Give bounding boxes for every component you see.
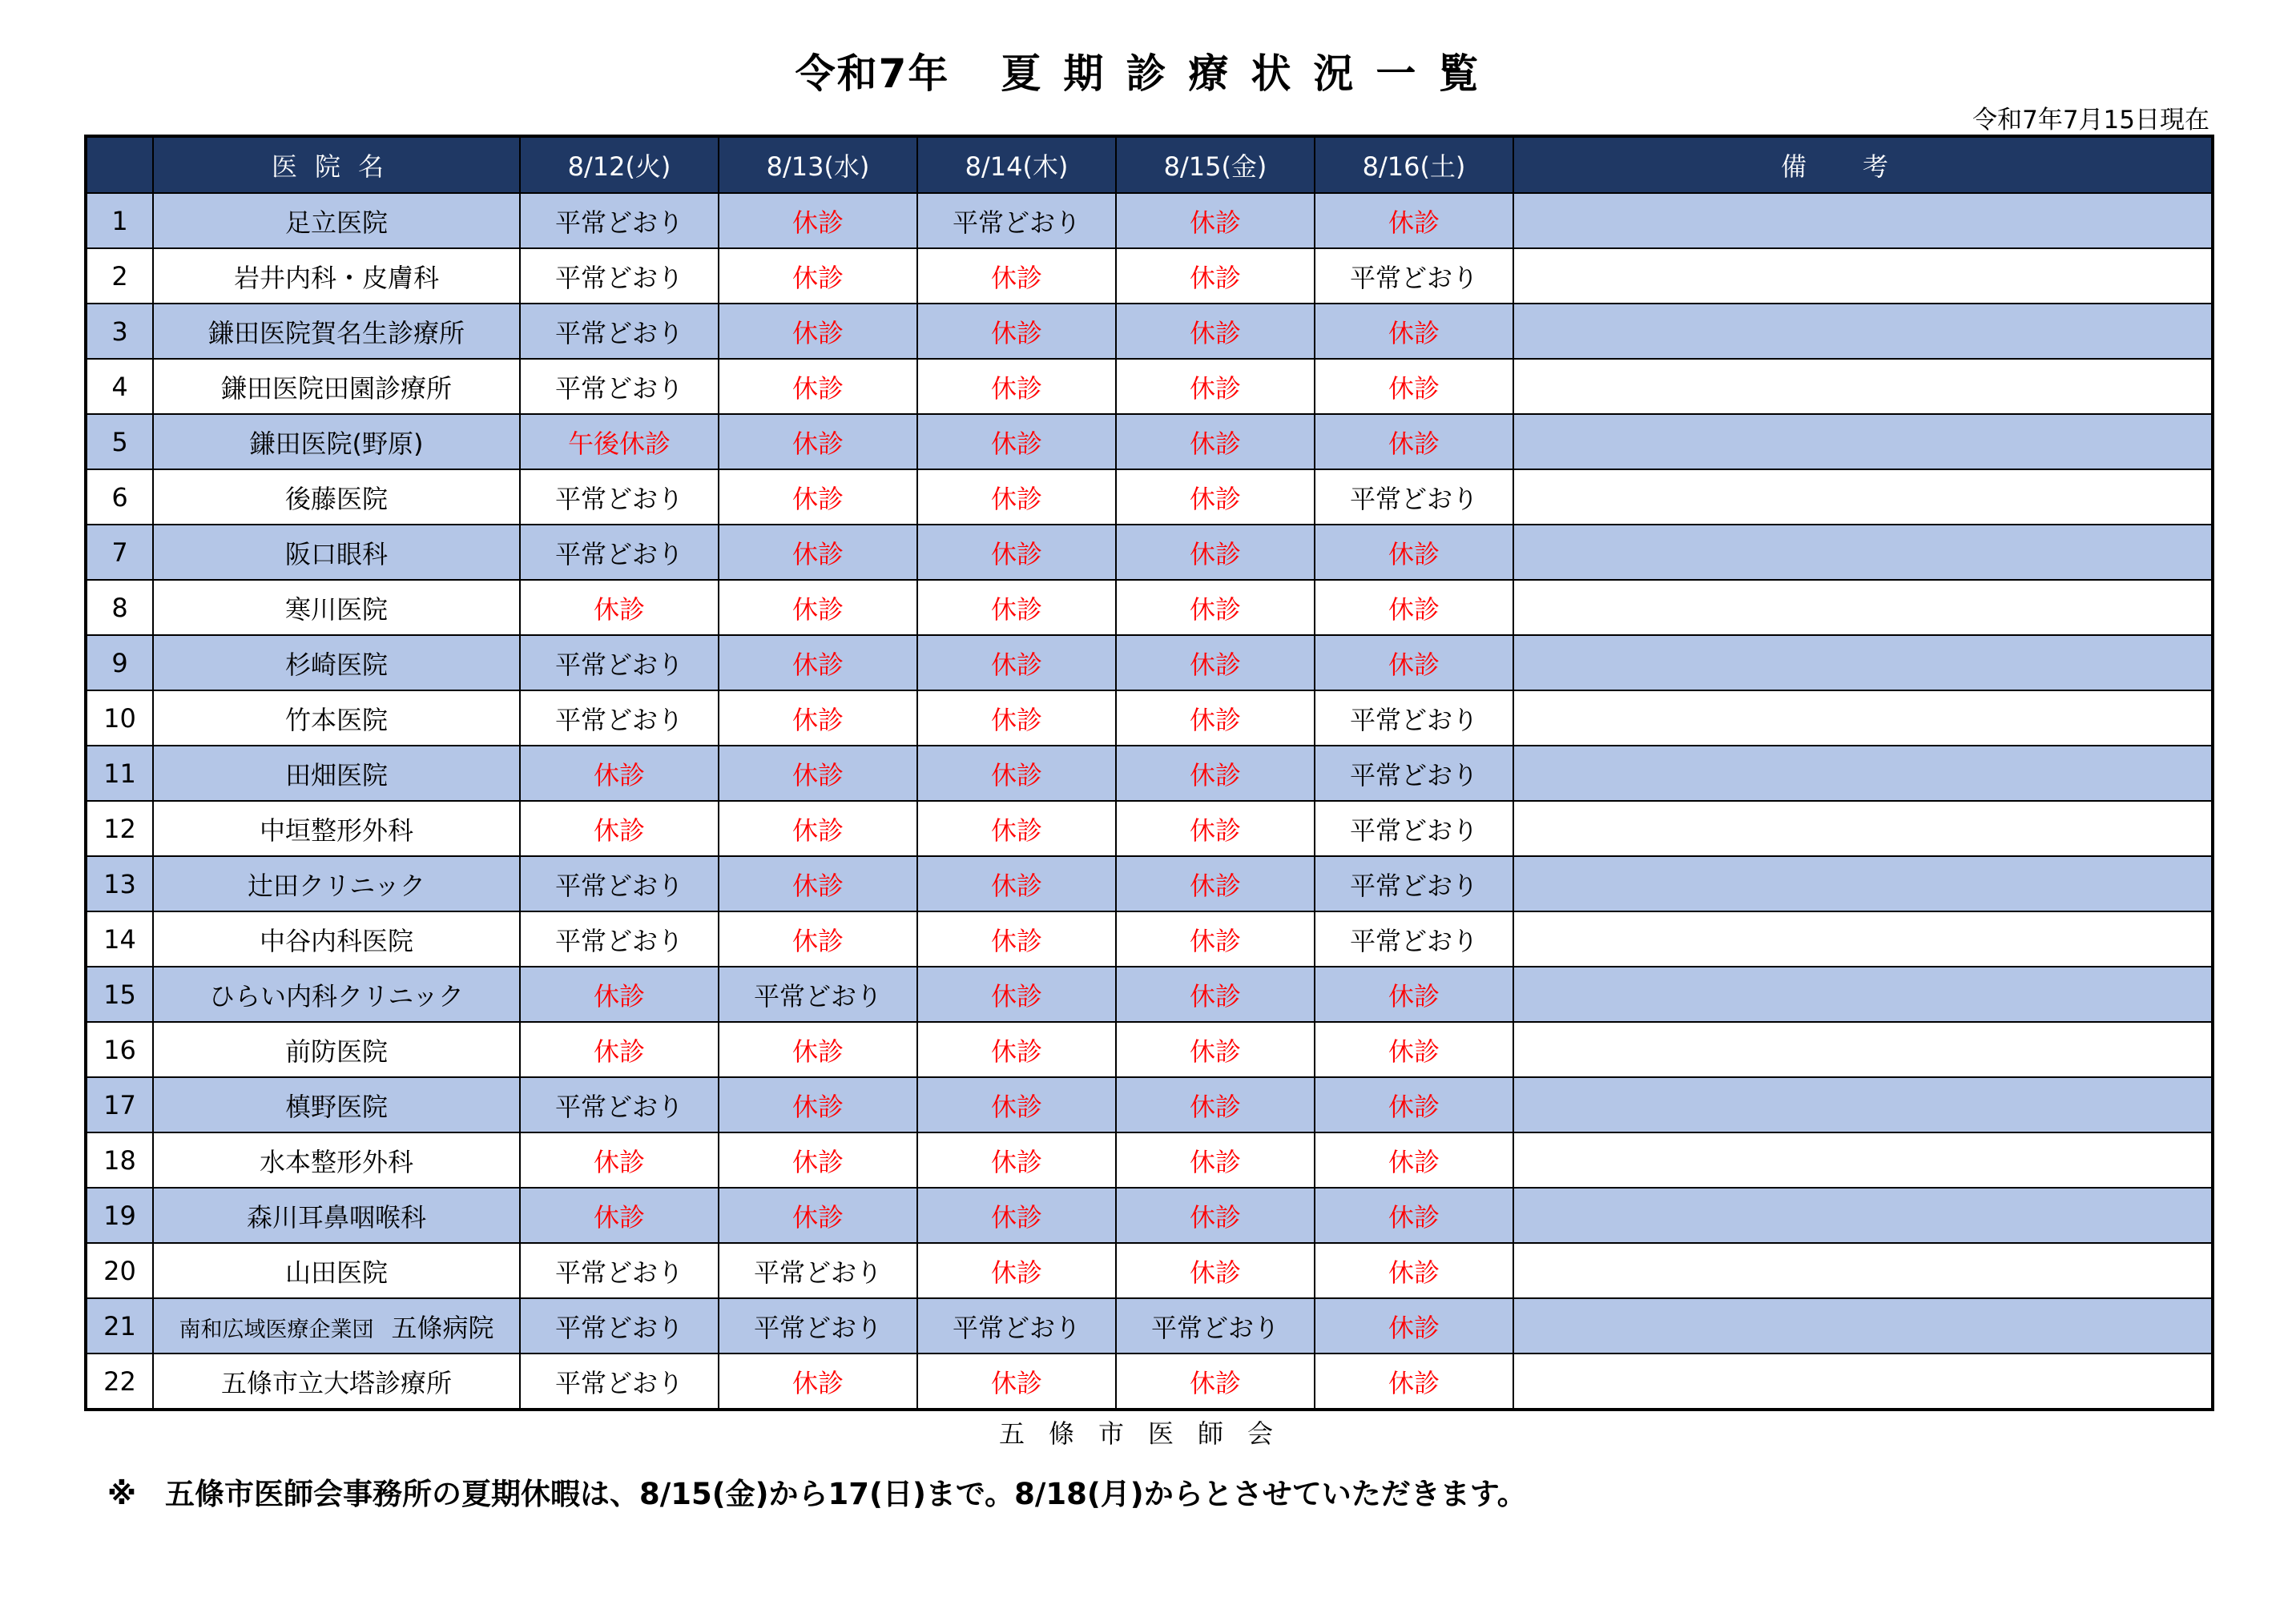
- row-number: 21: [86, 1298, 153, 1354]
- status-cell: 平常どおり: [917, 193, 1116, 248]
- status-cell: 休診: [917, 1077, 1116, 1132]
- status-cell: 休診: [719, 1188, 917, 1243]
- clinic-name: 鎌田医院(野原): [153, 414, 520, 469]
- status-cell: 休診: [520, 746, 719, 801]
- row-number: 20: [86, 1243, 153, 1298]
- status-cell: 午後休診: [520, 414, 719, 469]
- table-row: [86, 580, 2213, 635]
- remarks-cell: [1513, 304, 2213, 359]
- status-cell: 平常どおり: [1315, 690, 1513, 746]
- status-cell: 平常どおり: [917, 1298, 1116, 1354]
- status-cell: 休診: [520, 1132, 719, 1188]
- status-cell: 平常どおり: [719, 1243, 917, 1298]
- status-cell: 休診: [917, 856, 1116, 911]
- clinic-name: 前防医院: [153, 1022, 520, 1077]
- status-cell: 休診: [1116, 525, 1315, 580]
- status-cell: 休診: [719, 580, 917, 635]
- status-cell: 休診: [1315, 967, 1513, 1022]
- row-number: 1: [86, 193, 153, 248]
- status-cell: 平常どおり: [1315, 801, 1513, 856]
- status-cell: 休診: [1116, 414, 1315, 469]
- status-cell: 休診: [719, 1132, 917, 1188]
- remarks-cell: [1513, 248, 2213, 304]
- row-number: 13: [86, 856, 153, 911]
- clinic-name: 竹本医院: [153, 690, 520, 746]
- status-cell: 休診: [1116, 1188, 1315, 1243]
- status-cell: 平常どおり: [719, 967, 917, 1022]
- remarks-cell: [1513, 967, 2213, 1022]
- status-cell: 休診: [1116, 801, 1315, 856]
- status-cell: 休診: [1315, 304, 1513, 359]
- header-date-3: 8/14(木): [917, 136, 1116, 193]
- row-number: 3: [86, 304, 153, 359]
- status-cell: 休診: [719, 359, 917, 414]
- status-cell: 休診: [917, 359, 1116, 414]
- status-cell: 休診: [719, 856, 917, 911]
- status-cell: 平常どおり: [520, 1354, 719, 1410]
- table-body: [86, 193, 2213, 1410]
- table-row: [86, 248, 2213, 304]
- as-of-date: 令和7年7月15日現在: [1972, 106, 2209, 135]
- status-cell: 休診: [917, 1354, 1116, 1410]
- header-date-4: 8/15(金): [1116, 136, 1315, 193]
- status-cell: 休診: [1116, 248, 1315, 304]
- clinic-name-prefix: 南和広域医療企業団: [179, 1317, 374, 1342]
- status-cell: 休診: [1315, 1354, 1513, 1410]
- status-cell: 平常どおり: [520, 304, 719, 359]
- status-cell: 休診: [1116, 359, 1315, 414]
- row-number: 4: [86, 359, 153, 414]
- clinic-name: [153, 1298, 520, 1354]
- table-row: [86, 1132, 2213, 1188]
- status-cell: 休診: [1116, 193, 1315, 248]
- page-title: [0, 42, 2296, 99]
- status-cell: 平常どおり: [520, 469, 719, 525]
- clinic-name: 中垣整形外科: [153, 801, 520, 856]
- footer-note: [107, 1470, 1527, 1513]
- status-cell: 休診: [1116, 1354, 1315, 1410]
- table-row: [86, 414, 2213, 469]
- title-year: 令和7年: [795, 50, 950, 97]
- status-cell: 休診: [719, 635, 917, 690]
- row-number: 17: [86, 1077, 153, 1132]
- remarks-cell: [1513, 193, 2213, 248]
- header-date-2: 8/13(水): [719, 136, 917, 193]
- remarks-cell: [1513, 1243, 2213, 1298]
- status-cell: 休診: [520, 967, 719, 1022]
- note-text: 五條市医師会事務所の夏期休暇は、8/15(金)から17(日)まで。8/18(月)からとさせていただきます。: [164, 1477, 1527, 1511]
- row-number: 6: [86, 469, 153, 525]
- status-cell: 休診: [1315, 1298, 1513, 1354]
- row-number: 5: [86, 414, 153, 469]
- status-cell: 休診: [1116, 690, 1315, 746]
- status-cell: 休診: [719, 525, 917, 580]
- row-number: 7: [86, 525, 153, 580]
- remarks-cell: [1513, 635, 2213, 690]
- clinic-name-main: 五條病院: [391, 1312, 494, 1343]
- status-cell: 休診: [1116, 967, 1315, 1022]
- remarks-cell: [1513, 525, 2213, 580]
- status-cell: 休診: [1315, 414, 1513, 469]
- status-cell: 平常どおり: [520, 1298, 719, 1354]
- status-cell: 休診: [719, 193, 917, 248]
- header-number: [86, 136, 153, 193]
- table-row: [86, 469, 2213, 525]
- status-cell: 休診: [719, 911, 917, 967]
- header-date-5: 8/16(土): [1315, 136, 1513, 193]
- status-cell: 休診: [917, 911, 1116, 967]
- schedule-table: [84, 135, 2214, 1411]
- status-cell: 休診: [1116, 1243, 1315, 1298]
- row-number: 9: [86, 635, 153, 690]
- title-main: 夏期診療状況一覧: [1001, 50, 1501, 97]
- status-cell: 休診: [1315, 1188, 1513, 1243]
- status-cell: 休診: [1116, 1077, 1315, 1132]
- status-cell: 休診: [1116, 304, 1315, 359]
- table-row: [86, 1077, 2213, 1132]
- status-cell: 休診: [719, 1022, 917, 1077]
- status-cell: 平常どおり: [719, 1298, 917, 1354]
- status-cell: 休診: [719, 690, 917, 746]
- remarks-cell: [1513, 1188, 2213, 1243]
- remarks-cell: [1513, 911, 2213, 967]
- status-cell: 休診: [520, 580, 719, 635]
- status-cell: 休診: [917, 1188, 1116, 1243]
- status-cell: 休診: [1116, 746, 1315, 801]
- clinic-name: 鎌田医院賀名生診療所: [153, 304, 520, 359]
- table-row: [86, 1188, 2213, 1243]
- status-cell: 休診: [1315, 359, 1513, 414]
- remarks-cell: [1513, 359, 2213, 414]
- table-row: [86, 1243, 2213, 1298]
- status-cell: 休診: [1315, 1022, 1513, 1077]
- table-row: [86, 525, 2213, 580]
- status-cell: 平常どおり: [1315, 911, 1513, 967]
- status-cell: 休診: [520, 1022, 719, 1077]
- remarks-cell: [1513, 414, 2213, 469]
- status-cell: 休診: [1315, 1132, 1513, 1188]
- clinic-name: 辻田クリニック: [153, 856, 520, 911]
- status-cell: 休診: [1315, 1077, 1513, 1132]
- status-cell: 平常どおり: [520, 359, 719, 414]
- status-cell: 休診: [917, 248, 1116, 304]
- status-cell: 平常どおり: [520, 193, 719, 248]
- table-row: [86, 359, 2213, 414]
- status-cell: 休診: [1315, 580, 1513, 635]
- remarks-cell: [1513, 1298, 2213, 1354]
- status-cell: 休診: [917, 690, 1116, 746]
- status-cell: 平常どおり: [1315, 746, 1513, 801]
- status-cell: 休診: [1315, 635, 1513, 690]
- status-cell: 平常どおり: [520, 1243, 719, 1298]
- table-row: [86, 304, 2213, 359]
- remarks-cell: [1513, 1132, 2213, 1188]
- clinic-name: 五條市立大塔診療所: [153, 1354, 520, 1410]
- table-row: [86, 801, 2213, 856]
- status-cell: 休診: [520, 1188, 719, 1243]
- clinic-name: 鎌田医院田園診療所: [153, 359, 520, 414]
- clinic-name: 中谷内科医院: [153, 911, 520, 967]
- row-number: 15: [86, 967, 153, 1022]
- clinic-name: 山田医院: [153, 1243, 520, 1298]
- clinic-name: ひらい内科クリニック: [153, 967, 520, 1022]
- row-number: 14: [86, 911, 153, 967]
- row-number: 11: [86, 746, 153, 801]
- row-number: 12: [86, 801, 153, 856]
- status-cell: 休診: [917, 1243, 1116, 1298]
- status-cell: 休診: [1116, 911, 1315, 967]
- status-cell: 休診: [719, 414, 917, 469]
- status-cell: 休診: [1116, 1132, 1315, 1188]
- clinic-name: 岩井内科・皮膚科: [153, 248, 520, 304]
- row-number: 2: [86, 248, 153, 304]
- table-row: [86, 635, 2213, 690]
- status-cell: 休診: [1315, 193, 1513, 248]
- status-cell: 休診: [1116, 1022, 1315, 1077]
- table-row: [86, 746, 2213, 801]
- status-cell: 休診: [719, 1354, 917, 1410]
- row-number: 10: [86, 690, 153, 746]
- clinic-name: 水本整形外科: [153, 1132, 520, 1188]
- status-cell: 平常どおり: [520, 856, 719, 911]
- clinic-name: 阪口眼科: [153, 525, 520, 580]
- clinic-name: 寒川医院: [153, 580, 520, 635]
- clinic-name: 槙野医院: [153, 1077, 520, 1132]
- status-cell: 休診: [917, 801, 1116, 856]
- status-cell: 休診: [719, 1077, 917, 1132]
- remarks-cell: [1513, 1354, 2213, 1410]
- status-cell: 休診: [1315, 525, 1513, 580]
- status-cell: 平常どおり: [1315, 856, 1513, 911]
- status-cell: 休診: [1116, 635, 1315, 690]
- status-cell: 休診: [520, 801, 719, 856]
- status-cell: 休診: [917, 967, 1116, 1022]
- row-number: 22: [86, 1354, 153, 1410]
- row-number: 18: [86, 1132, 153, 1188]
- clinic-name: 足立医院: [153, 193, 520, 248]
- clinic-name: 杉崎医院: [153, 635, 520, 690]
- remarks-cell: [1513, 801, 2213, 856]
- status-cell: 平常どおり: [1116, 1298, 1315, 1354]
- row-number: 19: [86, 1188, 153, 1243]
- status-cell: 平常どおり: [1315, 469, 1513, 525]
- table-row: [86, 1022, 2213, 1077]
- row-number: 8: [86, 580, 153, 635]
- header-row: [86, 136, 2213, 193]
- status-cell: 休診: [719, 248, 917, 304]
- status-cell: 休診: [917, 635, 1116, 690]
- status-cell: 休診: [719, 801, 917, 856]
- header-date-1: 8/12(火): [520, 136, 719, 193]
- status-cell: 平常どおり: [520, 248, 719, 304]
- status-cell: 休診: [719, 469, 917, 525]
- status-cell: 休診: [917, 469, 1116, 525]
- row-number: 16: [86, 1022, 153, 1077]
- status-cell: 休診: [1315, 1243, 1513, 1298]
- clinic-name: 田畑医院: [153, 746, 520, 801]
- status-cell: 平常どおり: [520, 1077, 719, 1132]
- status-cell: 平常どおり: [520, 525, 719, 580]
- status-cell: 休診: [1116, 856, 1315, 911]
- remarks-cell: [1513, 1077, 2213, 1132]
- status-cell: 休診: [1116, 580, 1315, 635]
- status-cell: 休診: [917, 414, 1116, 469]
- status-cell: 平常どおり: [1315, 248, 1513, 304]
- header-remarks: 備考: [1513, 136, 2213, 193]
- status-cell: 平常どおり: [520, 911, 719, 967]
- status-cell: 休診: [917, 304, 1116, 359]
- header-clinic-name: 医院名: [153, 136, 520, 193]
- table-row: [86, 911, 2213, 967]
- remarks-cell: [1513, 746, 2213, 801]
- status-cell: 休診: [719, 746, 917, 801]
- status-cell: 平常どおり: [520, 690, 719, 746]
- status-cell: 休診: [917, 1132, 1116, 1188]
- clinic-name: 後藤医院: [153, 469, 520, 525]
- remarks-cell: [1513, 856, 2213, 911]
- status-cell: 休診: [917, 580, 1116, 635]
- remarks-cell: [1513, 580, 2213, 635]
- remarks-cell: [1513, 1022, 2213, 1077]
- remarks-cell: [1513, 469, 2213, 525]
- clinic-name: 森川耳鼻咽喉科: [153, 1188, 520, 1243]
- status-cell: 休診: [1116, 469, 1315, 525]
- status-cell: 休診: [917, 746, 1116, 801]
- remarks-cell: [1513, 690, 2213, 746]
- table-row: [86, 856, 2213, 911]
- table-row: [86, 690, 2213, 746]
- organization-name: 五條市医師会: [998, 1418, 1297, 1449]
- table-row: [86, 967, 2213, 1022]
- table-row: [86, 1298, 2213, 1354]
- table-row: [86, 193, 2213, 248]
- status-cell: 休診: [917, 1022, 1116, 1077]
- note-mark: ※: [107, 1477, 136, 1511]
- status-cell: 休診: [917, 525, 1116, 580]
- status-cell: 平常どおり: [520, 635, 719, 690]
- status-cell: 休診: [719, 304, 917, 359]
- table-row: [86, 1354, 2213, 1410]
